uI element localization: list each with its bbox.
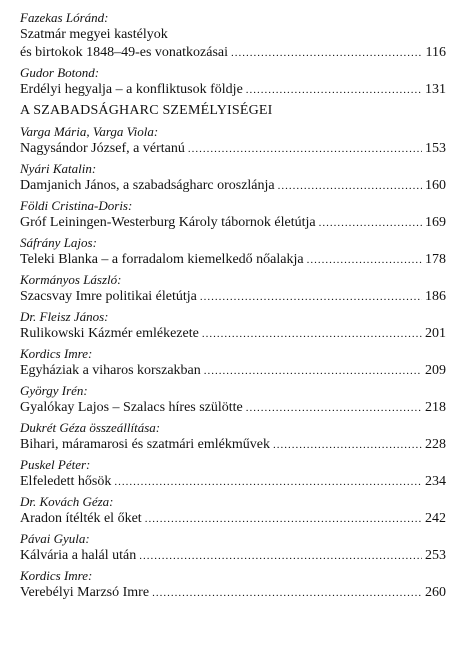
dot-leader xyxy=(278,177,422,195)
dot-leader xyxy=(307,251,422,269)
dot-leader xyxy=(246,81,422,99)
table-of-contents xyxy=(20,10,446,605)
toc-entry xyxy=(20,10,446,62)
dot-leader xyxy=(114,473,422,491)
dot-leader xyxy=(319,214,422,232)
entry-page-number: 209 xyxy=(425,363,446,378)
toc-entry xyxy=(20,383,446,417)
toc-entry xyxy=(20,346,446,380)
entry-author: Dr. Kovách Géza: xyxy=(20,494,114,509)
toc-entry xyxy=(20,161,446,195)
dot-leader xyxy=(246,399,422,417)
entry-title-row xyxy=(20,81,446,99)
entry-title-row xyxy=(20,325,446,343)
entry-page-number: 242 xyxy=(425,511,446,526)
dot-leader xyxy=(231,44,423,62)
entry-title: Erdélyi hegyalja – a konfliktusok földje xyxy=(20,82,243,97)
entry-title: Egyháziak a viharos korszakban xyxy=(20,363,201,378)
entry-author: Fazekas Lóránd: xyxy=(20,10,109,25)
entry-title: Nagysándor József, a vértanú xyxy=(20,141,185,156)
entry-page-number: 169 xyxy=(425,215,446,230)
entry-title-row xyxy=(20,44,446,62)
toc-entry xyxy=(20,65,446,99)
entry-page-number: 131 xyxy=(425,82,446,97)
entry-title: Kálvária a halál után xyxy=(20,548,137,563)
entry-page-number: 116 xyxy=(425,45,446,60)
entry-page-number: 218 xyxy=(425,400,446,415)
entry-author: Dr. Fleisz János: xyxy=(20,309,109,324)
entry-author: Kormányos László: xyxy=(20,272,122,287)
entry-title-row xyxy=(20,473,446,491)
toc-entry xyxy=(20,272,446,306)
entry-title-row xyxy=(20,399,446,417)
entry-title: Elfeledett hősök xyxy=(20,474,112,489)
entry-title: Teleki Blanka – a forradalom kiemelkedő nőalakja xyxy=(20,252,304,267)
entry-author: György Irén: xyxy=(20,383,88,398)
toc-entry xyxy=(20,494,446,528)
entry-title: Aradon ítélték el őket xyxy=(20,511,142,526)
dot-leader xyxy=(200,288,422,306)
entry-page-number: 228 xyxy=(425,437,446,452)
toc-entry xyxy=(20,420,446,454)
entry-author: Dukrét Géza összeállítása: xyxy=(20,420,161,435)
section-heading: A SZABADSÁGHARC SZEMÉLYISÉGEI xyxy=(20,103,273,118)
entry-title-row xyxy=(20,584,446,602)
toc-entry xyxy=(20,124,446,158)
entry-author: Nyári Katalin: xyxy=(20,161,97,176)
entry-title: Gyalókay Lajos – Szalacs híres szülötte xyxy=(20,400,243,415)
toc-entry xyxy=(20,568,446,602)
dot-leader xyxy=(273,436,422,454)
entry-page-number: 153 xyxy=(425,141,446,156)
entry-page-number: 178 xyxy=(425,252,446,267)
entry-title: Bihari, máramarosi és szatmári emlékművek xyxy=(20,437,270,452)
entry-title-row xyxy=(20,288,446,306)
toc-entry xyxy=(20,457,446,491)
entry-title: Szacsvay Imre politikai életútja xyxy=(20,289,197,304)
dot-leader xyxy=(204,362,422,380)
entry-page-number: 186 xyxy=(425,289,446,304)
entry-title-row xyxy=(20,214,446,232)
entry-author: Varga Mária, Varga Viola: xyxy=(20,124,159,139)
toc-entry xyxy=(20,235,446,269)
entry-title: és birtokok 1848–49-es vonatkozásai xyxy=(20,45,229,60)
dot-leader xyxy=(152,584,422,602)
entry-title: Rulikowski Kázmér emlékezete xyxy=(20,326,199,341)
entry-author: Puskel Péter: xyxy=(20,457,91,472)
entry-title-row xyxy=(20,510,446,528)
toc-entry xyxy=(20,531,446,565)
entry-title-row xyxy=(20,140,446,158)
entry-page-number: 234 xyxy=(425,474,446,489)
entry-title-row xyxy=(20,436,446,454)
entry-author: Pávai Gyula: xyxy=(20,531,90,546)
entry-page-number: 260 xyxy=(425,585,446,600)
toc-entry xyxy=(20,198,446,232)
entry-title-row xyxy=(20,362,446,380)
dot-leader xyxy=(139,547,422,565)
toc-entry xyxy=(20,309,446,343)
entry-page-number: 253 xyxy=(425,548,446,563)
dot-leader xyxy=(145,510,422,528)
entry-page-number: 201 xyxy=(425,326,446,341)
entry-title: Damjanich János, a szabadságharc oroszlánja xyxy=(20,178,275,193)
entry-title: Verebélyi Marzsó Imre xyxy=(20,585,150,600)
entry-page-number: 160 xyxy=(425,178,446,193)
dot-leader xyxy=(188,140,422,158)
entry-author: Sáfrány Lajos: xyxy=(20,235,97,250)
entry-author: Kordics Imre: xyxy=(20,568,93,583)
dot-leader xyxy=(202,325,422,343)
entry-author: Gudor Botond: xyxy=(20,65,100,80)
entry-title-row xyxy=(20,251,446,269)
entry-author: Földi Cristina-Doris: xyxy=(20,198,133,213)
entry-title-row xyxy=(20,547,446,565)
entry-author: Kordics Imre: xyxy=(20,346,93,361)
entry-title-line: Szatmár megyei kastélyok xyxy=(20,27,168,42)
entry-title: Gróf Leiningen-Westerburg Károly tábornok életútja xyxy=(20,215,316,230)
entry-title-row xyxy=(20,177,446,195)
